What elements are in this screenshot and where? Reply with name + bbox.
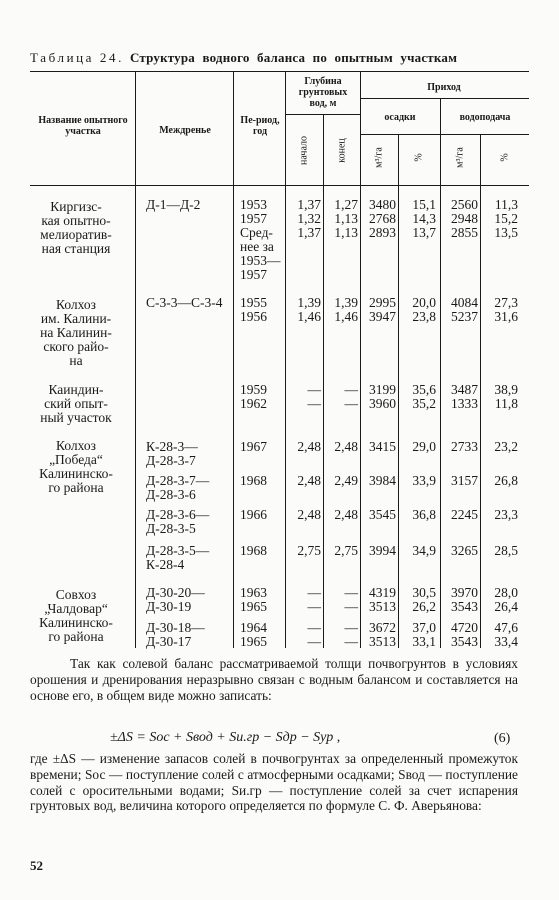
table-cell-pp: 14,3 [412,211,436,226]
area-pobeda [32,439,120,495]
table-cell-s: — [307,585,321,600]
table-cell-wp: 28,5 [494,543,518,558]
table-cell-year: 1968 [240,543,267,558]
table-cell-s: 2,48 [297,473,321,488]
area-line: Калининско- [39,466,113,481]
table-cell-pp: 37,0 [412,620,436,635]
table-cell-year: нее за [240,239,274,254]
table-cell-wp: 11,8 [494,396,518,411]
header-water-m3: м³/га [454,147,466,168]
table-cell-wp: 23,3 [494,507,518,522]
area-line: Калининско- [39,615,113,630]
table-cell-p: 3984 [369,473,396,488]
table-cell-year: 1964 [240,620,267,635]
table-cell-e: 2,75 [334,543,358,558]
area-line: ный участок [40,410,112,425]
area-kaindin [32,383,120,425]
table-cell-wp: 31,6 [494,309,518,324]
table-cell-pp: 23,8 [412,309,436,324]
table-cell-s: — [307,382,321,397]
table-cell-w: 3265 [451,543,478,558]
area-kirgiz [32,200,120,256]
table-cell-s: 1,32 [297,211,321,226]
area-line: им. Калини- [40,311,112,326]
area-line: на Калинин- [40,325,112,340]
area-line: „Победа“ [49,452,103,467]
paragraph-1: Так как солевой баланс рассматриваемой толщи почвогрунтов в условиях орошения и дренирования неразрывно связан с водным балансом и составляется на основе его, в общем виде можно записать: [30,656,518,703]
table-cell-wp: 11,3 [494,197,518,212]
table-cell-year: 1963 [240,585,267,600]
header-water: водоподача [459,112,511,123]
table-cell-p: 3415 [369,439,396,454]
table-header-bottom-rule [30,185,529,186]
table-cell-year: 1965 [240,634,267,649]
table-cell-mezh: Д-30-17 [146,634,192,649]
table-cell-w: 5237 [451,309,478,324]
paragraph-2: где ±ΔS — изменение запасов солей в почвогрунтах за определенный промежуток времени; Sос — поступление солей с атмосферными осадками; Sвод — поступление солей с оросительными водами; Sи.гр — поступление солей за счет испарения грунтовых вод, величина которого определяется по формуле С. Ф. Аверьянова: [30,751,518,814]
area-line: го района [48,480,104,495]
area-line: мелиоратив- [40,227,112,242]
table-cell-pp: 34,9 [412,543,436,558]
table-cell-s: 2,75 [297,543,321,558]
table-cell-p: 2995 [369,295,396,310]
table-cell-p: 3947 [369,309,396,324]
table-cell-s: — [307,634,321,649]
area-line: Киргизс- [50,199,102,214]
table-cell-s: 2,48 [297,507,321,522]
table-cell-mezh: Д-30-20— [146,585,205,600]
table-cell-e: — [344,585,358,600]
table-cell-mezh: Д-28-3-7 [146,453,196,468]
table-cell-year: 1953— [240,253,281,268]
table-cell-year: 1956 [240,309,267,324]
table-cell-p: 3513 [369,599,396,614]
table-cell-w: 3970 [451,585,478,600]
table-cell-p: 3513 [369,634,396,649]
header-precip-pct: % [413,153,425,162]
table-cell-p: 2893 [369,225,396,240]
table-cell-s: — [307,599,321,614]
table-cell-p: 3545 [369,507,396,522]
table-cell-pp: 33,9 [412,473,436,488]
table-cell-wp: 15,2 [494,211,518,226]
col-divider-3 [285,71,286,648]
table-cell-wp: 33,4 [494,634,518,649]
table-cell-w: 3157 [451,473,478,488]
table-cell-year: 1966 [240,507,267,522]
equation-number: (6) [494,731,511,746]
table-cell-mezh: Д-28-3-6— [146,507,210,522]
page-number: 52 [30,858,43,873]
table-cell-e: 2,48 [334,439,358,454]
table-cell-w: 4720 [451,620,478,635]
table-cell-e: 1,27 [334,197,358,212]
formula: ±ΔS = Sос + Sвод + Sи.гр − Sдр − Sур , [110,730,341,745]
table-cell-e: 1,13 [334,211,358,226]
table-cell-w: 4084 [451,295,478,310]
header-depth: Глубина грунтовых вод, м [298,76,348,109]
table-cell-e: 1,46 [334,309,358,324]
table-cell-mezh: Д-28-3-5 [146,521,196,536]
table-cell-mezh: Д-28-3-5— [146,543,210,558]
header-start: начало [298,136,310,165]
table-cell-mezh: Д-28-3-6 [146,487,196,502]
table-cell-year: 1959 [240,382,267,397]
income-sub-rule [360,98,529,99]
table-cell-mezh: Д-30-19 [146,599,192,614]
table-cell-p: 3672 [369,620,396,635]
area-line: ский опыт- [44,396,108,411]
header-precip: осадки [384,112,416,123]
table-cell-e: 2,48 [334,507,358,522]
table-cell-p: 3994 [369,543,396,558]
table-cell-year: 1968 [240,473,267,488]
table-cell-p: 3960 [369,396,396,411]
table-cell-wp: 47,6 [494,620,518,635]
table-cell-s: 2,48 [297,439,321,454]
table-cell-e: — [344,620,358,635]
table-cell-s: 1,39 [297,295,321,310]
table-cell-wp: 13,5 [494,225,518,240]
table-cell-wp: 38,9 [494,382,518,397]
table-cell-year: 1965 [240,599,267,614]
table-cell-e: 1,39 [334,295,358,310]
table-cell-year: 1955 [240,295,267,310]
table-cell-mezh: Д-1—Д-2 [146,197,201,212]
header-period: Пе-риод, год [240,115,280,137]
header-income: Приход [427,82,461,93]
area-line: на [69,353,83,368]
table-cell-w: 3543 [451,634,478,649]
header-area: Название опытного участка [38,115,128,137]
header-water-pct: % [499,153,511,162]
table-caption [30,50,535,66]
table-cell-mezh: К-28-3— [146,439,198,454]
table-cell-mezh: К-28-4 [146,557,185,572]
table-cell-mezh: С-3-3—С-3-4 [146,295,223,310]
table-cell-w: 2733 [451,439,478,454]
table-cell-p: 3199 [369,382,396,397]
table-cell-pp: 13,7 [412,225,436,240]
table-cell-pp: 33,1 [412,634,436,649]
table-top-rule [30,71,529,72]
table-cell-e: 2,49 [334,473,358,488]
table-cell-e: — [344,634,358,649]
area-line: „Чалдовар“ [44,601,108,616]
col-divider-5 [360,71,361,648]
area-line: ского райо- [43,339,109,354]
table-cell-e: 1,13 [334,225,358,240]
table-cell-e: — [344,382,358,397]
table-cell-e: — [344,599,358,614]
table-cell-w: 2948 [451,211,478,226]
table-cell-s: — [307,396,321,411]
table-cell-year: Сред- [240,225,273,240]
area-line: Колхоз [56,297,96,312]
table-cell-w: 3543 [451,599,478,614]
table-cell-wp: 26,4 [494,599,518,614]
col-divider-6 [398,134,399,648]
table-cell-pp: 36,8 [412,507,436,522]
table-cell-wp: 23,2 [494,439,518,454]
table-cell-year: 1957 [240,211,267,226]
area-line: Совхоз [55,587,97,602]
table-cell-year: 1957 [240,267,267,282]
table-cell-w: 2560 [451,197,478,212]
area-kalinin [32,298,120,368]
table-cell-wp: 26,8 [494,473,518,488]
table-cell-pp: 29,0 [412,439,436,454]
table-cell-year: 1962 [240,396,267,411]
table-cell-pp: 30,5 [412,585,436,600]
col-divider-8 [480,134,481,648]
table-cell-p: 3480 [369,197,396,212]
table-cell-w: 2855 [451,225,478,240]
col-divider-4 [323,114,324,648]
table-cell-wp: 28,0 [494,585,518,600]
area-line: го района [48,629,104,644]
table-cell-w: 1333 [451,396,478,411]
table-cell-s: 1,37 [297,225,321,240]
table-cell-w: 2245 [451,507,478,522]
header-end: конец [336,138,348,163]
table-cell-s: 1,37 [297,197,321,212]
table-cell-pp: 20,0 [412,295,436,310]
table-cell-e: — [344,396,358,411]
table-cell-pp: 35,2 [412,396,436,411]
table-cell-pp: 26,2 [412,599,436,614]
area-chaldovar [32,588,120,644]
table-title: Структура водного баланса по опытным участкам [129,50,458,65]
table-cell-year: 1967 [240,439,267,454]
table-cell-wp: 27,3 [494,295,518,310]
table-cell-p: 4319 [369,585,396,600]
table-cell-mezh: Д-28-3-7— [146,473,210,488]
area-line: Каиндин- [48,382,104,397]
table-cell-pp: 35,6 [412,382,436,397]
col-divider-1 [135,71,136,648]
table-number: Таблица 24. [30,50,124,65]
col-divider-7 [440,98,441,648]
table-cell-p: 2768 [369,211,396,226]
table-cell-w: 3487 [451,382,478,397]
area-line: ная станция [41,241,111,256]
area-line: Колхоз [56,438,96,453]
table-cell-year: 1953 [240,197,267,212]
area-line: кая опытно- [41,213,111,228]
table-cell-mezh: Д-30-18— [146,620,205,635]
table-cell-pp: 15,1 [412,197,436,212]
table-cell-s: — [307,620,321,635]
header-mezh: Междренье [159,125,211,136]
table-cell-s: 1,46 [297,309,321,324]
header-precip-m3: м³/га [373,147,385,168]
